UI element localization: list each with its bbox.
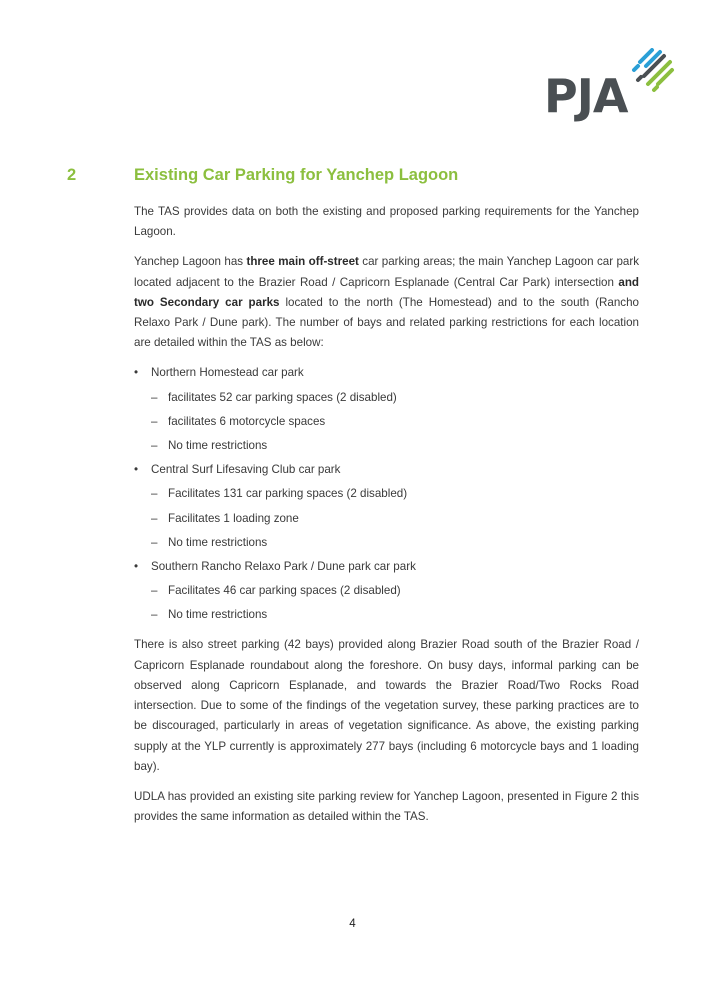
list-subitem: – No time restrictions <box>134 605 639 629</box>
bold-phrase: and two Secondary car parks <box>134 275 639 309</box>
dash-icon: – <box>151 438 158 452</box>
dash-icon: – <box>151 584 158 598</box>
list-subitem: – Facilitates 1 loading zone <box>134 509 639 533</box>
list-subitem: – facilitates 52 car parking spaces (2 disabled) <box>134 388 639 412</box>
list-subitem: – No time restrictions <box>134 436 639 460</box>
dash-icon: – <box>151 535 158 549</box>
page-number: 4 <box>349 917 356 930</box>
intro-paragraph: The TAS provides data on both the existing and proposed parking requirements for the Yanchep Lagoon. <box>134 205 639 239</box>
udla-review-paragraph: UDLA has provided an existing site parking review for Yanchep Lagoon, presented in Figure 2 this provides the same information as detailed within the TAS. <box>134 789 639 824</box>
section-body <box>134 202 639 837</box>
dash-icon: – <box>151 390 158 404</box>
dash-icon: – <box>151 511 158 525</box>
dash-icon: – <box>151 608 158 622</box>
logo-stripes-icon <box>630 48 676 94</box>
bold-phrase: three main off-street <box>246 255 359 269</box>
list-item: • Central Surf Lifesaving Club car park <box>134 460 639 484</box>
list-item: • Northern Homestead car park <box>134 363 639 387</box>
section-title: Existing Car Parking for Yanchep Lagoon <box>134 166 459 184</box>
list-item: • Southern Rancho Relaxo Park / Dune park car park <box>134 557 639 581</box>
pja-logo <box>544 48 676 124</box>
logo-wordmark: PJA <box>544 69 628 123</box>
overview-paragraph: Yanchep Lagoon has three main off-street car parking areas; the main Yanchep Lagoon car park located adjacent to the Brazier Road / Capricorn Esplanade (Central Car Park) intersection and two Secondary car parks located to the north (The Homestead) and to the south (Rancho Relaxo Park / Dune park). The number of bays and related parking restrictions for each location are detailed within the TAS as below: <box>134 255 640 350</box>
dash-icon: – <box>151 487 158 501</box>
dash-icon: – <box>151 414 158 428</box>
list-subitem: – Facilitates 46 car parking spaces (2 disabled) <box>134 581 639 605</box>
bullet-icon: • <box>134 366 139 380</box>
street-parking-paragraph: There is also street parking (42 bays) provided along Brazier Road south of the Brazier Road / Capricorn Esplanade roundabout along the foreshore. On busy days, informal parking can be observed along Capricorn Esplanade, and towards the Brazier Road/Two Rocks Road intersection. Due to some of the findings of the vegetation survey, these parking practices are to be discouraged, particularly in areas of vegetation significance. As above, the existing parking supply at the YLP currently is approximately 277 bays (including 6 motorcycle bays and 1 loading bay). <box>134 638 639 773</box>
bullet-icon: • <box>134 463 139 477</box>
list-subitem: – No time restrictions <box>134 533 639 557</box>
section-number: 2 <box>67 166 77 184</box>
car-park-list <box>134 363 639 629</box>
bullet-icon: • <box>134 559 139 573</box>
list-subitem: – facilitates 6 motorcycle spaces <box>134 412 639 436</box>
section-heading <box>0 166 705 190</box>
list-subitem: – Facilitates 131 car parking spaces (2 disabled) <box>134 484 639 508</box>
